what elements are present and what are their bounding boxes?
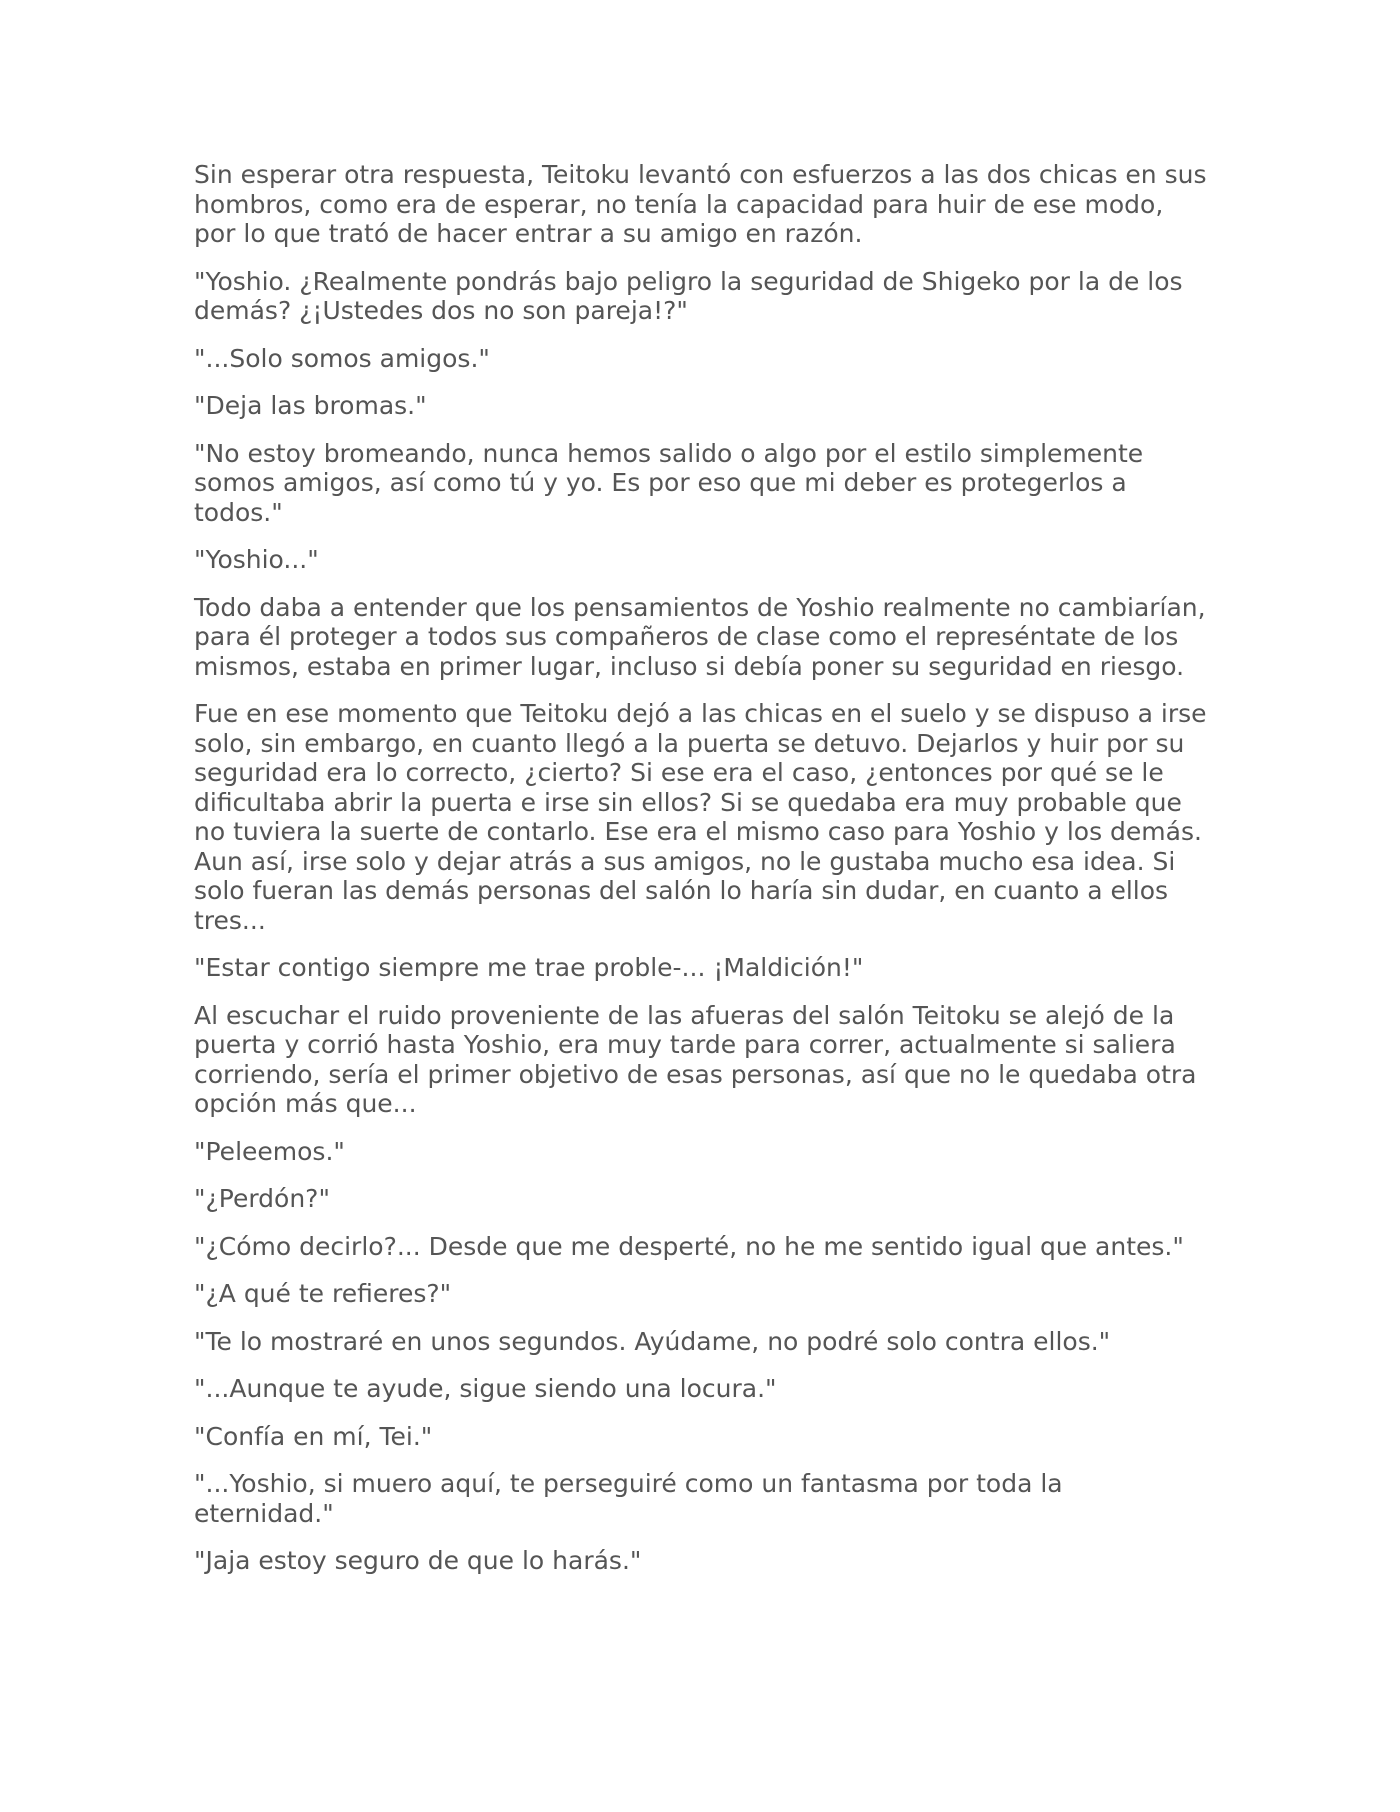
paragraph: Todo daba a entender que los pensamientos de Yoshio realmente no cambiarían, para él proteger a todos sus compañeros de clase como el represéntate de los mismos, estaba en primer lugar, incluso si debía poner su seguridad en riesgo.: [194, 592, 1206, 681]
paragraph: "Confía en mí, Tei.": [194, 1421, 433, 1451]
paragraph: "...Solo somos amigos.": [194, 343, 490, 373]
body-text: [194, 160, 1210, 1594]
paragraph: Al escuchar el ruido proveniente de las afueras del salón Teitoku se alejó de la puerta y corrió hasta Yoshio, era muy tarde para correr, actualmente si saliera corriendo, sería el primer objetivo de esas personas, así que no le quedaba otra opción más que...: [194, 1000, 1197, 1118]
paragraph: "Yoshio. ¿Realmente pondrás bajo peligro la seguridad de Shigeko por la de los demás? ¿¡Ustedes dos no son pareja!?": [194, 266, 1183, 325]
paragraph: "...Aunque te ayude, sigue siendo una locura.": [194, 1374, 777, 1403]
paragraph: "Peleemos.": [194, 1136, 345, 1166]
paragraph: "Yoshio...": [194, 545, 319, 574]
paragraph: "No estoy bromeando, nunca hemos salido o algo por el estilo simplemente somos amigos, así como tú y yo. Es por eso que mi deber es protegerlos a todos.": [194, 438, 1144, 527]
paragraph: Fue en ese momento que Teitoku dejó a las chicas en el suelo y se dispuso a irse solo, sin embargo, en cuanto llegó a la puerta se detuvo. Dejarlos y huir por su seguridad era lo correcto, ¿cierto? Si ese era el caso, ¿entonces por qué se le dificultaba abrir la puerta e irse sin ellos? Si se quedaba era muy probable que no tuviera la suerte de contarlo. Ese era el mismo caso para Yoshio y los demás. Aun así, irse solo y dejar atrás a sus amigos, no le gustaba mucho esa idea. Si solo fueran las demás personas del salón lo haría sin dudar, en cuanto a ellos tres...: [194, 699, 1207, 935]
paragraph: "Deja las bromas.": [194, 391, 427, 420]
paragraph: "Jaja estoy seguro de que lo harás.": [194, 1546, 642, 1575]
paragraph: "¿A qué te refieres?": [194, 1279, 452, 1308]
paragraph: "Estar contigo siempre me trae proble-... ¡Maldición!": [194, 953, 864, 982]
paragraph: "¿Cómo decirlo?... Desde que me desperté, no he me sentido igual que antes.": [194, 1231, 1184, 1261]
paragraph: "¿Perdón?": [194, 1184, 330, 1213]
paragraph: "Te lo mostraré en unos segundos. Ayúdame, no podré solo contra ellos.": [194, 1326, 1111, 1356]
paragraph: "...Yoshio, si muero aquí, te perseguiré como un fantasma por toda la eternidad.": [194, 1469, 1063, 1528]
paragraph: Sin esperar otra respuesta, Teitoku levantó con esfuerzos a las dos chicas en sus hombros, como era de esperar, no tenía la capacidad para huir de ese modo, por lo que trató de hacer entrar a su amigo en razón.: [194, 160, 1207, 248]
